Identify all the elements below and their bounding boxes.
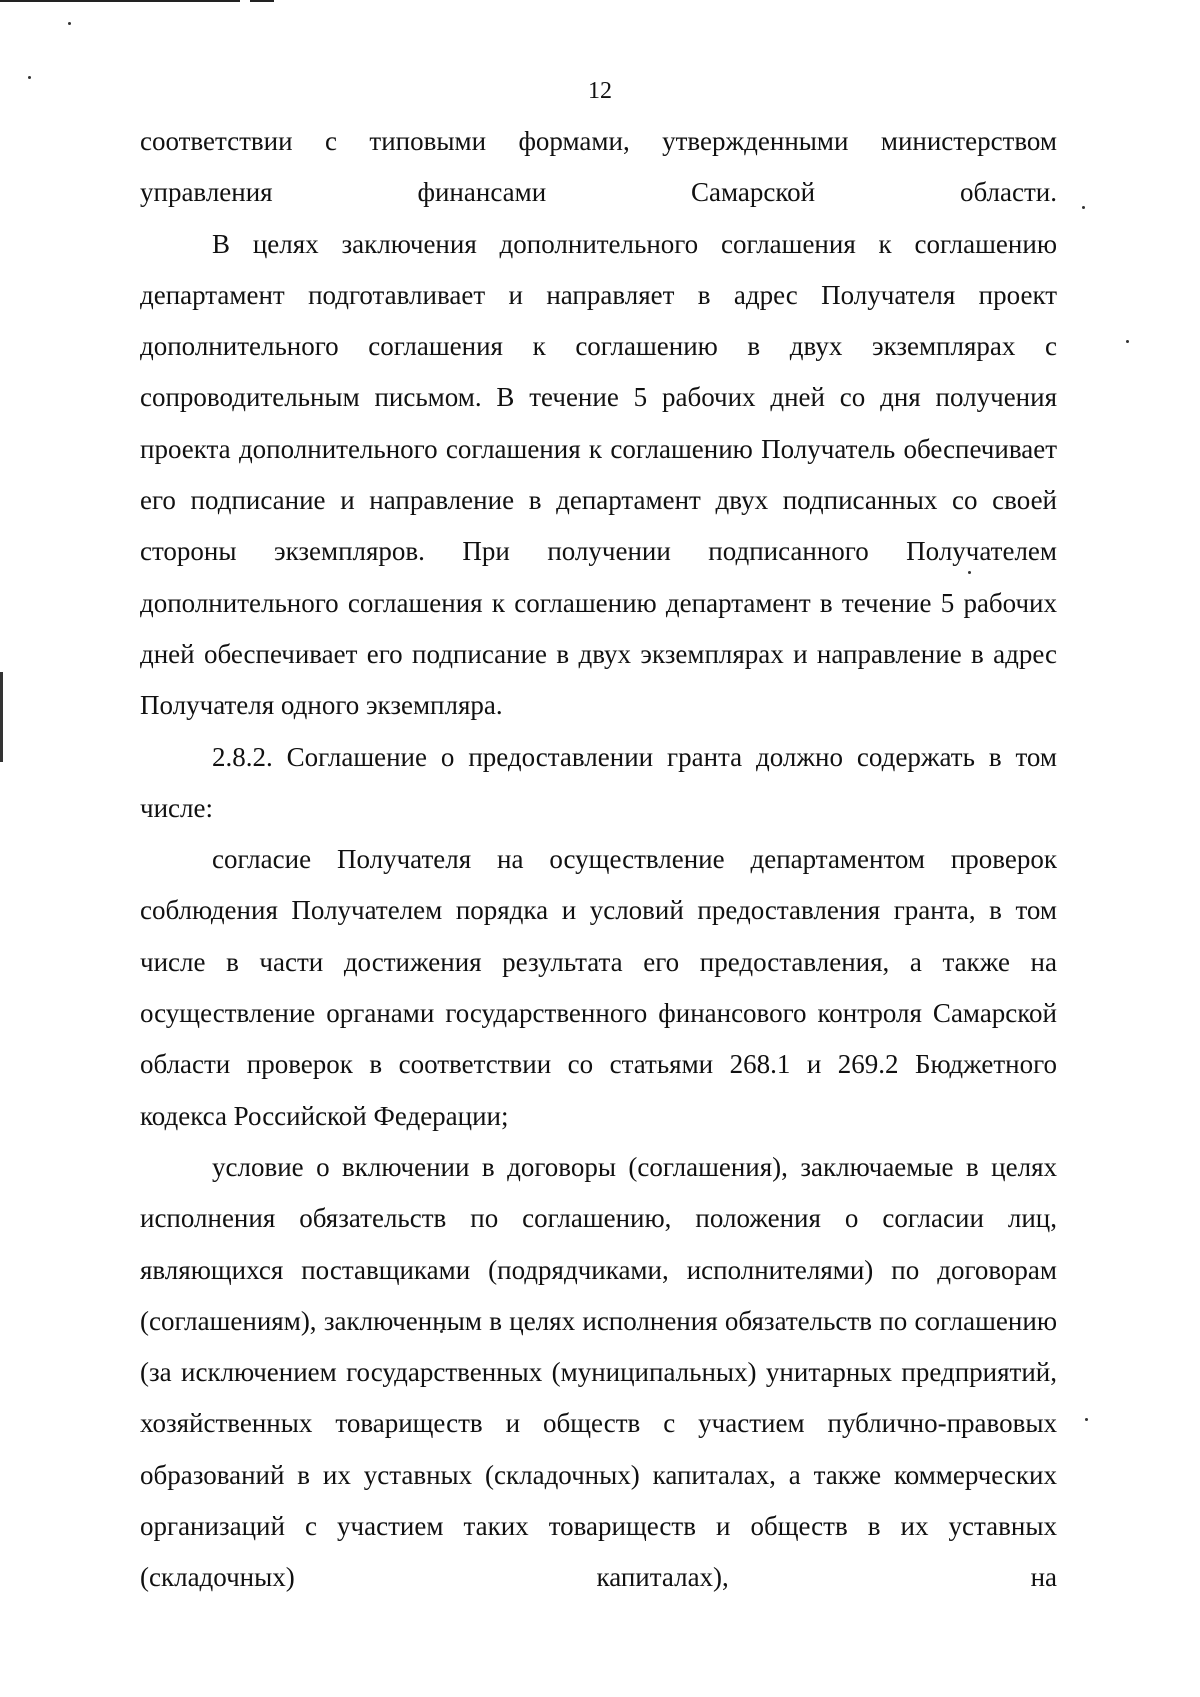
scan-artifact-edge bbox=[0, 672, 3, 762]
paragraph-consent-to-checks: согласие Получателя на осуществление департаментом проверок соблюдения Получателем порядка и условий предоставления гранта, в том числе в части достижения результата его предоставления, а также на осуществление органами государственного финансового контроля Самарской области проверок в соответствии со статьями 268.1 и 269.2 Бюджетного кодекса Российской Федерации; bbox=[140, 844, 1057, 1131]
scan-speck bbox=[1085, 1418, 1088, 1421]
paragraph-section-2-8-2: 2.8.2. Соглашение о предоставлении гранта должно содержать в том числе: bbox=[140, 741, 1057, 823]
scan-artifact-line bbox=[0, 0, 240, 2]
page-number: 12 bbox=[588, 78, 612, 104]
scan-speck bbox=[68, 22, 71, 25]
document-body bbox=[140, 116, 1057, 1604]
scan-speck bbox=[1126, 340, 1129, 343]
scan-artifact-line bbox=[250, 0, 274, 2]
scan-speck bbox=[1082, 206, 1085, 209]
paragraph-additional-agreement: В целях заключения дополнительного соглашения к соглашению департамент подготавливает и направляет в адрес Получателя проект дополнительного соглашения к соглашению в двух экземплярах с сопроводительным письмом. В течение 5 рабочих дней со дня получения проекта дополнительного соглашения к соглашению Получатель обеспечивает его подписание и направление в департамент двух подписанных со своей стороны экземпляров. При получении подписанного Получателем дополнительного соглашения к соглашению департамент в течение 5 рабочих дней обеспечивает его подписание в двух экземплярах и направление в адрес Получателя одного экземпляра. bbox=[140, 228, 1057, 721]
paragraph-contract-condition: условие о включении в договоры (соглашения), заключаемые в целях исполнения обязательств по соглашению, положения о согласии лиц, являющихся поставщиками (подрядчиками, исполнителями) по договорам (соглашениям), заключенным в целях исполнения обязательств по соглашению (за исключением государственных (муниципальных) унитарных предприятий, хозяйственных товариществ и обществ с участием публично-правовых образований в их уставных (складочных) капиталах, а также коммерческих организаций с участием таких товариществ и обществ в их уставных (складочных) капиталах), на bbox=[140, 1151, 1057, 1593]
paragraph-continuation: соответствии с типовыми формами, утвержденными министерством управления финансами Самарской области. bbox=[140, 126, 1057, 208]
